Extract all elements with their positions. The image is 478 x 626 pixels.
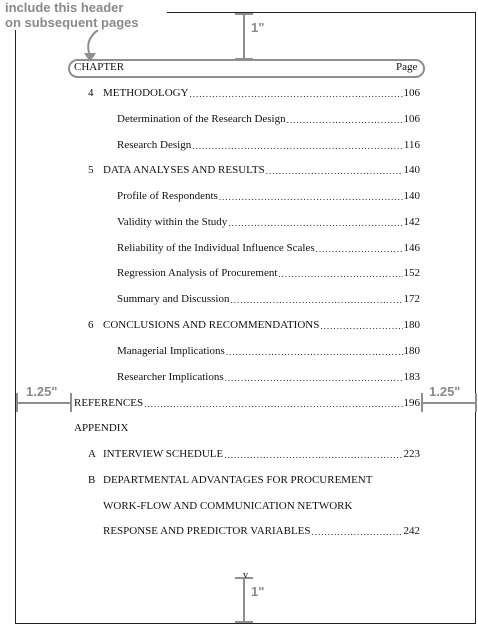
toc-page: 106 [403,113,420,125]
toc-entry [117,216,420,229]
toc-title: REFERENCES [74,397,144,409]
toc-title: RESPONSE AND PREDICTOR VARIABLES [103,525,311,537]
toc-page: 183 [403,371,420,383]
right-margin-label: 1.25" [429,384,461,399]
toc-title: CONCLUSIONS AND RECOMMENDATIONS [103,319,320,331]
toc-leader [312,526,403,538]
toc-entry [88,164,420,177]
toc-leader [316,243,403,255]
toc-entry [103,525,420,538]
toc-number: 5 [88,164,94,176]
callout-line-2: on subsequent pages [5,15,139,30]
toc-leader [226,346,403,358]
toc-entry [88,474,372,487]
toc-page: 180 [403,319,420,331]
toc-entry [117,139,420,152]
toc-entry [117,293,420,306]
toc-entry [88,87,420,100]
toc-leader [278,268,402,280]
toc-number: 6 [88,319,94,331]
toc-leader [225,372,403,384]
toc-number: A [88,448,96,460]
toc-title: Determination of the Research Design [117,113,286,125]
toc-entry [88,319,420,332]
toc-page: 196 [403,397,420,409]
toc-leader [192,140,403,152]
toc-page: 152 [403,267,420,279]
toc-title: DEPARTMENTAL ADVANTAGES FOR PROCUREMENT [103,474,373,486]
toc-title: Reliability of the Individual Influence Scales [117,242,315,254]
toc-entry [117,190,420,203]
toc-leader [190,88,403,100]
toc-title: Validity within the Study [117,216,228,228]
toc-leader [219,191,403,203]
toc-page: 242 [403,525,420,537]
toc-page: 140 [403,190,420,202]
toc-title: Research Design [117,139,192,151]
toc-appendix-heading: APPENDIX [74,422,129,434]
toc-page: 142 [403,216,420,228]
left-margin-label: 1.25" [26,384,58,399]
toc-leader [230,294,402,306]
toc-number: B [88,474,96,486]
header-callout [3,0,167,30]
toc-title: Regression Analysis of Procurement [117,267,278,279]
toc-title: METHODOLOGY [103,87,189,99]
toc-page: 116 [403,139,420,151]
page-number: v [243,570,248,581]
top-margin-label: 1" [251,20,265,35]
toc-page: 106 [403,87,420,99]
toc-number: 4 [88,87,94,99]
toc-page: 223 [403,448,420,460]
toc-title: DATA ANALYSES AND RESULTS [103,164,265,176]
toc-entry [74,397,420,410]
toc-title: INTERVIEW SCHEDULE [103,448,224,460]
toc-page: 140 [403,164,420,176]
toc-leader [144,398,402,410]
toc-entry [117,267,420,280]
toc-entry [117,242,420,255]
toc-page: 180 [403,345,420,357]
toc-entry [88,448,420,461]
toc-page: 146 [403,242,420,254]
toc-leader [224,449,402,461]
toc-leader [287,114,403,126]
bottom-margin-label: 1" [251,584,265,599]
toc-entry [117,371,420,384]
toc-leader [228,217,402,229]
toc-entry [117,345,420,358]
callout-line-1: include this header [5,0,124,15]
toc-leader [266,165,403,177]
toc-entry-continued: WORK-FLOW AND COMMUNICATION NETWORK [103,500,353,512]
toc-title: Researcher Implications [117,371,224,383]
toc-entry [117,113,420,126]
toc-title: Profile of Respondents [117,190,218,202]
toc-title: Summary and Discussion [117,293,230,305]
toc-page: 172 [403,293,420,305]
toc-title: Managerial Implications [117,345,225,357]
header-page: Page [396,61,418,73]
callout-arrow [88,30,98,56]
header-chapter: CHAPTER [74,61,125,73]
toc-leader [320,320,402,332]
